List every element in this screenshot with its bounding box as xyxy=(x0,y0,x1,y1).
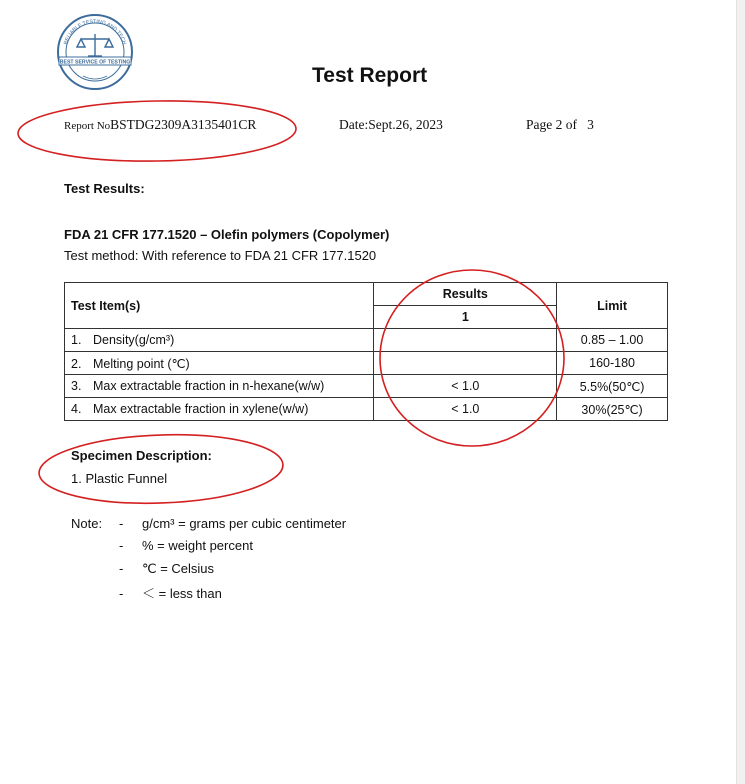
row-item-label: Max extractable fraction in n-hexane(w/w) xyxy=(93,379,325,393)
note-label: Note: xyxy=(71,516,103,531)
results-table xyxy=(64,282,668,421)
row-result: < 1.0 xyxy=(374,375,557,398)
note-text: % = weight percent xyxy=(142,538,253,553)
header-results: Results xyxy=(374,283,557,306)
row-limit: 160-180 xyxy=(557,352,668,375)
logo-ring-text: RELIABLE TESTING AND TECH xyxy=(63,18,127,46)
row-item xyxy=(65,352,374,375)
table-row xyxy=(65,398,668,421)
row-item xyxy=(65,375,374,398)
table-row xyxy=(65,375,668,398)
specimen-item: 1. Plastic Funnel xyxy=(71,471,168,486)
logo-banner: BEST SERVICE OF TESTING xyxy=(59,59,131,66)
page-title: Test Report xyxy=(312,64,428,87)
company-logo xyxy=(55,12,135,92)
note-dash: - xyxy=(119,561,124,576)
row-item-label: Max extractable fraction in xylene(w/w) xyxy=(93,402,309,416)
note-item xyxy=(119,538,253,553)
row-limit: 5.5%(50℃) xyxy=(557,375,668,398)
report-date: Date:Sept.26, 2023 xyxy=(339,117,443,132)
note-dash: - xyxy=(119,586,124,601)
header-results-sample: 1 xyxy=(374,306,557,329)
row-index: 2. xyxy=(71,356,82,371)
table-header-row xyxy=(65,283,668,306)
row-item xyxy=(65,329,374,352)
row-index: 1. xyxy=(71,333,82,347)
note-item xyxy=(119,516,346,531)
note-text: ＜ = less than xyxy=(142,586,222,601)
scales-of-justice-icon xyxy=(77,34,113,56)
row-limit: 30%(25℃) xyxy=(557,398,668,421)
report-number-prefix: Report No xyxy=(64,120,111,132)
row-index: 4. xyxy=(71,402,82,416)
row-result: < 1.0 xyxy=(374,398,557,421)
test-results-heading: Test Results: xyxy=(64,181,145,196)
table-row xyxy=(65,352,668,375)
header-test-items: Test Item(s) xyxy=(65,283,374,329)
row-item xyxy=(65,398,374,421)
page-edge xyxy=(736,0,745,784)
annotation-circle-specimen xyxy=(38,431,284,507)
header-limit: Limit xyxy=(557,283,668,329)
row-item-label: Melting point (℃) xyxy=(93,356,190,371)
specimen-heading: Specimen Description: xyxy=(71,448,212,463)
report-number xyxy=(64,117,256,133)
report-number-value: BSTDG2309A3135401CR xyxy=(110,117,257,132)
row-item-label: Density(g/cm³) xyxy=(93,333,175,347)
note-text: ℃ = Celsius xyxy=(142,561,215,576)
row-limit: 0.85 – 1.00 xyxy=(557,329,668,352)
note-dash: - xyxy=(119,516,124,531)
standard-heading: FDA 21 CFR 177.1520 – Olefin polymers (Copolymer) xyxy=(64,227,390,242)
row-result xyxy=(374,352,557,375)
page-indicator: Page 2 of 3 xyxy=(526,117,594,132)
row-index: 3. xyxy=(71,379,82,393)
test-method: Test method: With reference to FDA 21 CFR 177.1520 xyxy=(64,248,377,263)
note-dash: - xyxy=(119,538,124,553)
note-item xyxy=(119,583,222,602)
note-item xyxy=(119,561,214,577)
note-text: g/cm³ = grams per cubic centimeter xyxy=(142,516,347,531)
row-result xyxy=(374,329,557,352)
table-row xyxy=(65,329,668,352)
